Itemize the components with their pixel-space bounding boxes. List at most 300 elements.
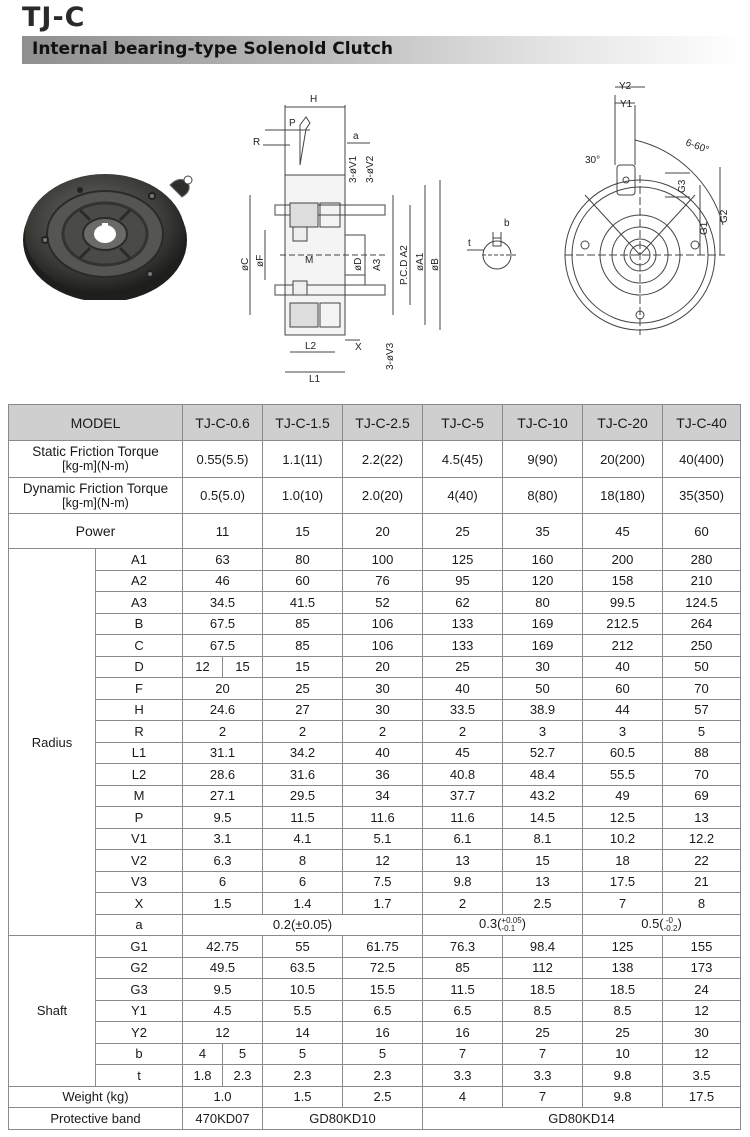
table-cell: 1.0 xyxy=(183,1086,263,1108)
table-cell: 12.2 xyxy=(663,828,741,850)
table-cell: 35 xyxy=(503,514,583,549)
table-cell: 30 xyxy=(343,678,423,700)
svg-text:P.C.D A2: P.C.D A2 xyxy=(399,245,410,285)
table-cell: 25 xyxy=(423,514,503,549)
table-cell: 6 xyxy=(183,871,263,893)
table-cell: 2 xyxy=(263,721,343,743)
table-cell: 12 xyxy=(343,850,423,872)
param-label: F xyxy=(96,678,183,700)
table-cell: 40 xyxy=(343,742,423,764)
svg-text:øA1: øA1 xyxy=(415,252,426,271)
table-cell: 7 xyxy=(503,1043,583,1065)
split-value: 1.8 xyxy=(193,1067,212,1083)
table-cell: 30 xyxy=(503,656,583,678)
table-cell: 169 xyxy=(503,635,583,657)
table-cell: 30 xyxy=(343,699,423,721)
table-cell: 67.5 xyxy=(183,635,263,657)
table-cell: 6.5 xyxy=(423,1000,503,1022)
table-cell: 160 xyxy=(503,549,583,571)
banner-subtitle: Internal bearing-type Solenold Clutch xyxy=(32,39,394,59)
table-row xyxy=(9,871,741,893)
tolerance: -0 -0.2 xyxy=(663,916,678,934)
static-label-line2: [kg-m](N-m) xyxy=(62,459,129,473)
svg-text:H: H xyxy=(310,94,318,105)
table-row xyxy=(9,850,741,872)
svg-text:G2: G2 xyxy=(719,209,730,223)
svg-text:A3: A3 xyxy=(372,258,383,271)
table-cell: 125 xyxy=(583,936,663,958)
svg-text:G3: G3 xyxy=(677,179,688,193)
table-cell: 18.5 xyxy=(503,979,583,1001)
table-cell: 8(80) xyxy=(503,478,583,514)
static-torque-label xyxy=(9,441,183,478)
svg-text:L2: L2 xyxy=(305,341,317,352)
split-value: 15 xyxy=(222,657,262,678)
table-cell: 120 xyxy=(503,570,583,592)
table-cell: 280 xyxy=(663,549,741,571)
table-cell: 210 xyxy=(663,570,741,592)
table-row xyxy=(9,936,741,958)
table-cell: 8.5 xyxy=(503,1000,583,1022)
table-cell: 6.1 xyxy=(423,828,503,850)
param-label: G2 xyxy=(96,957,183,979)
table-cell: 3.3 xyxy=(423,1065,503,1087)
table-cell: 14.5 xyxy=(503,807,583,829)
table-cell: 31.1 xyxy=(183,742,263,764)
table-row xyxy=(9,613,741,635)
table-cell: 17.5 xyxy=(663,1086,741,1108)
table-row xyxy=(9,785,741,807)
table-cell: 1.7 xyxy=(343,893,423,915)
table-cell: 4(40) xyxy=(423,478,503,514)
table-cell: 36 xyxy=(343,764,423,786)
spec-table xyxy=(8,404,741,1130)
table-cell: 62 xyxy=(423,592,503,614)
table-cell: 60 xyxy=(263,570,343,592)
table-cell: 11.5 xyxy=(263,807,343,829)
table-cell: 69 xyxy=(663,785,741,807)
table-cell: 11.6 xyxy=(343,807,423,829)
table-cell: 25 xyxy=(503,1022,583,1044)
table-cell: 85 xyxy=(263,613,343,635)
table-cell: 11.5 xyxy=(423,979,503,1001)
tolerance: +0.05 -0.1 xyxy=(501,916,522,934)
table-cell: 27 xyxy=(263,699,343,721)
table-row xyxy=(9,678,741,700)
band-label: Protective band xyxy=(9,1108,183,1130)
table-row xyxy=(9,742,741,764)
table-cell: 4.5(45) xyxy=(423,441,503,478)
table-cell: 2 xyxy=(423,721,503,743)
table-cell: 38.9 xyxy=(503,699,583,721)
svg-text:øB: øB xyxy=(430,258,441,271)
title-banner xyxy=(22,36,744,64)
table-cell: 9(90) xyxy=(503,441,583,478)
table-cell: 27.1 xyxy=(183,785,263,807)
table-row xyxy=(9,828,741,850)
table-cell: 15 xyxy=(263,514,343,549)
table-cell: 173 xyxy=(663,957,741,979)
table-cell: 85 xyxy=(263,635,343,657)
table-cell: 106 xyxy=(343,635,423,657)
table-cell: 52.7 xyxy=(503,742,583,764)
table-cell: 212 xyxy=(583,635,663,657)
table-row xyxy=(9,549,741,571)
table-cell: 7 xyxy=(423,1043,503,1065)
table-cell: 50 xyxy=(503,678,583,700)
band-value: GD80KD14 xyxy=(423,1108,741,1130)
dynamic-torque-row xyxy=(9,478,741,514)
param-label: H xyxy=(96,699,183,721)
table-cell: 7 xyxy=(503,1086,583,1108)
table-cell: 42.75 xyxy=(183,936,263,958)
table-cell: 11.6 xyxy=(423,807,503,829)
table-cell: 7.5 xyxy=(343,871,423,893)
table-cell: 10.2 xyxy=(583,828,663,850)
model-header-cell: TJ-C-40 xyxy=(663,405,741,441)
table-cell: 138 xyxy=(583,957,663,979)
table-cell: 15 xyxy=(503,850,583,872)
table-cell: 29.5 xyxy=(263,785,343,807)
table-cell: 44 xyxy=(583,699,663,721)
svg-text:øD: øD xyxy=(353,257,364,271)
model-header-cell: TJ-C-5 xyxy=(423,405,503,441)
svg-text:M: M xyxy=(305,255,314,266)
table-cell: 63.5 xyxy=(263,957,343,979)
table-cell xyxy=(183,656,263,678)
dynamic-torque-label xyxy=(9,478,183,514)
table-cell: 70 xyxy=(663,764,741,786)
param-label: L1 xyxy=(96,742,183,764)
table-cell: 45 xyxy=(423,742,503,764)
table-cell: 14 xyxy=(263,1022,343,1044)
table-cell: 16 xyxy=(423,1022,503,1044)
table-cell: 1.5 xyxy=(263,1086,343,1108)
param-label: V1 xyxy=(96,828,183,850)
table-cell: 11 xyxy=(183,514,263,549)
table-cell: 98.4 xyxy=(503,936,583,958)
table-cell: 52 xyxy=(343,592,423,614)
svg-text:6-60°: 6-60° xyxy=(683,137,711,157)
table-cell: 8 xyxy=(663,893,741,915)
table-cell: 80 xyxy=(503,592,583,614)
table-row xyxy=(9,807,741,829)
table-row xyxy=(9,979,741,1001)
a-row xyxy=(9,914,741,936)
table-cell: 34 xyxy=(343,785,423,807)
table-cell: 61.75 xyxy=(343,936,423,958)
table-cell: 20 xyxy=(343,514,423,549)
side-section-drawing xyxy=(235,85,450,385)
table-cell: 80 xyxy=(263,549,343,571)
table-row xyxy=(9,721,741,743)
table-cell: 25 xyxy=(263,678,343,700)
band-value: 470KD07 xyxy=(183,1108,263,1130)
table-cell: 22 xyxy=(663,850,741,872)
svg-text:3-øV3: 3-øV3 xyxy=(385,342,396,370)
table-cell: 112 xyxy=(503,957,583,979)
param-label: Y1 xyxy=(96,1000,183,1022)
svg-text:X: X xyxy=(355,342,362,353)
svg-text:L1: L1 xyxy=(309,374,321,385)
table-cell: 2.3 xyxy=(343,1065,423,1087)
weight-label: Weight (kg) xyxy=(9,1086,183,1108)
table-cell: 72.5 xyxy=(343,957,423,979)
table-cell: 41.5 xyxy=(263,592,343,614)
table-cell: 15 xyxy=(263,656,343,678)
table-cell: 24 xyxy=(663,979,741,1001)
dynamic-label-line1: Dynamic Friction Torque xyxy=(22,480,169,496)
table-cell: 9.8 xyxy=(583,1086,663,1108)
shaft-group-label: Shaft xyxy=(9,936,96,1087)
table-cell: 76.3 xyxy=(423,936,503,958)
table-cell: 169 xyxy=(503,613,583,635)
table-row xyxy=(9,764,741,786)
table-row xyxy=(9,699,741,721)
table-cell: 40.8 xyxy=(423,764,503,786)
model-header-cell: TJ-C-0.6 xyxy=(183,405,263,441)
a-value-1: 0.2(±0.05) xyxy=(183,914,423,936)
table-cell: 50 xyxy=(663,656,741,678)
radius-group-label: Radius xyxy=(9,549,96,936)
param-label: A3 xyxy=(96,592,183,614)
svg-text:b: b xyxy=(504,218,510,229)
table-row xyxy=(9,592,741,614)
table-cell: 5.1 xyxy=(343,828,423,850)
table-cell: 18.5 xyxy=(583,979,663,1001)
param-label: V3 xyxy=(96,871,183,893)
table-cell: 6.5 xyxy=(343,1000,423,1022)
svg-text:30°: 30° xyxy=(585,155,601,166)
table-cell: 70 xyxy=(663,678,741,700)
table-cell: 55.5 xyxy=(583,764,663,786)
table-row xyxy=(9,635,741,657)
table-cell: 12 xyxy=(663,1000,741,1022)
table-cell: 21 xyxy=(663,871,741,893)
table-cell: 31.6 xyxy=(263,764,343,786)
split-value: 12 xyxy=(195,659,210,675)
table-cell: 60 xyxy=(583,678,663,700)
table-cell: 124.5 xyxy=(663,592,741,614)
table-cell: 3.1 xyxy=(183,828,263,850)
param-label: D xyxy=(96,656,183,678)
split-cell xyxy=(183,657,262,678)
key-drawing xyxy=(462,210,532,280)
table-cell: 4.1 xyxy=(263,828,343,850)
table-cell: 2 xyxy=(423,893,503,915)
table-row xyxy=(9,1043,741,1065)
table-cell: 9.5 xyxy=(183,979,263,1001)
table-cell: 200 xyxy=(583,549,663,571)
table-cell: 106 xyxy=(343,613,423,635)
table-cell: 95 xyxy=(423,570,503,592)
table-row xyxy=(9,1022,741,1044)
param-label: A1 xyxy=(96,549,183,571)
table-cell: 0.55(5.5) xyxy=(183,441,263,478)
param-label: a xyxy=(96,914,183,936)
param-label: Y2 xyxy=(96,1022,183,1044)
param-label: C xyxy=(96,635,183,657)
svg-text:t: t xyxy=(468,238,471,249)
model-header-cell: TJ-C-2.5 xyxy=(343,405,423,441)
power-row xyxy=(9,514,741,549)
table-cell: 15.5 xyxy=(343,979,423,1001)
table-row xyxy=(9,656,741,678)
table-cell: 100 xyxy=(343,549,423,571)
static-label-line1: Static Friction Torque xyxy=(32,444,159,459)
a-value-2: 0.3(+0.05 -0.1 ) xyxy=(423,914,583,936)
table-cell: 88 xyxy=(663,742,741,764)
table-cell: 13 xyxy=(663,807,741,829)
param-label: t xyxy=(96,1065,183,1087)
table-cell: 5.5 xyxy=(263,1000,343,1022)
table-cell: 18 xyxy=(583,850,663,872)
param-label: R xyxy=(96,721,183,743)
table-row xyxy=(9,893,741,915)
table-cell: 8 xyxy=(263,850,343,872)
model-header-cell: TJ-C-10 xyxy=(503,405,583,441)
param-label: B xyxy=(96,613,183,635)
table-cell: 40(400) xyxy=(663,441,741,478)
table-cell: 4 xyxy=(423,1086,503,1108)
table-cell: 133 xyxy=(423,635,503,657)
table-cell: 0.5(5.0) xyxy=(183,478,263,514)
table-cell: 49.5 xyxy=(183,957,263,979)
table-cell: 63 xyxy=(183,549,263,571)
table-cell: 12 xyxy=(663,1043,741,1065)
svg-text:a: a xyxy=(353,131,359,142)
model-header-cell: TJ-C-1.5 xyxy=(263,405,343,441)
table-cell: 1.1(11) xyxy=(263,441,343,478)
table-cell: 3 xyxy=(583,721,663,743)
table-cell: 99.5 xyxy=(583,592,663,614)
table-cell: 2.5 xyxy=(503,893,583,915)
svg-text:øC: øC xyxy=(240,257,251,271)
table-cell: 30 xyxy=(663,1022,741,1044)
table-cell: 3 xyxy=(503,721,583,743)
table-cell: 55 xyxy=(263,936,343,958)
table-cell: 1.4 xyxy=(263,893,343,915)
table-cell: 125 xyxy=(423,549,503,571)
protective-band-row xyxy=(9,1108,741,1130)
page-title: TJ-C xyxy=(22,2,86,33)
param-label: M xyxy=(96,785,183,807)
svg-text:Y2: Y2 xyxy=(619,81,632,92)
table-cell: 158 xyxy=(583,570,663,592)
split-value: 5 xyxy=(222,1044,262,1065)
table-cell: 25 xyxy=(423,656,503,678)
table-cell: 2 xyxy=(183,721,263,743)
table-cell: 7 xyxy=(583,893,663,915)
param-label: G3 xyxy=(96,979,183,1001)
table-cell: 13 xyxy=(503,871,583,893)
table-cell: 155 xyxy=(663,936,741,958)
table-cell: 3.3 xyxy=(503,1065,583,1087)
svg-text:R: R xyxy=(253,137,261,148)
table-cell: 1.0(10) xyxy=(263,478,343,514)
table-cell: 60 xyxy=(663,514,741,549)
table-cell: 67.5 xyxy=(183,613,263,635)
front-view-drawing xyxy=(545,75,745,345)
table-cell: 76 xyxy=(343,570,423,592)
table-cell: 1.5 xyxy=(183,893,263,915)
table-cell: 25 xyxy=(583,1022,663,1044)
table-cell: 10.5 xyxy=(263,979,343,1001)
table-cell: 9.8 xyxy=(423,871,503,893)
table-cell: 46 xyxy=(183,570,263,592)
table-cell: 20(200) xyxy=(583,441,663,478)
table-cell: 60.5 xyxy=(583,742,663,764)
model-header-cell: TJ-C-20 xyxy=(583,405,663,441)
split-cell xyxy=(183,1044,262,1065)
table-cell: 16 xyxy=(343,1022,423,1044)
svg-text:G1: G1 xyxy=(699,221,710,235)
table-row xyxy=(9,1065,741,1087)
param-label: V2 xyxy=(96,850,183,872)
table-cell: 6.3 xyxy=(183,850,263,872)
param-label: X xyxy=(96,893,183,915)
table-cell: 34.5 xyxy=(183,592,263,614)
table-cell: 24.6 xyxy=(183,699,263,721)
clutch-photo xyxy=(20,150,200,300)
param-label: A2 xyxy=(96,570,183,592)
table-cell: 6 xyxy=(263,871,343,893)
table-cell: 37.7 xyxy=(423,785,503,807)
table-cell: 5 xyxy=(263,1043,343,1065)
table-cell: 12 xyxy=(183,1022,263,1044)
table-cell: 49 xyxy=(583,785,663,807)
static-torque-row xyxy=(9,441,741,478)
table-cell: 5 xyxy=(663,721,741,743)
split-cell xyxy=(183,1065,262,1086)
table-cell: 8.5 xyxy=(583,1000,663,1022)
table-cell: 250 xyxy=(663,635,741,657)
param-label: L2 xyxy=(96,764,183,786)
table-cell: 48.4 xyxy=(503,764,583,786)
table-row xyxy=(9,570,741,592)
table-cell: 20 xyxy=(183,678,263,700)
table-cell: 34.2 xyxy=(263,742,343,764)
header-row xyxy=(9,405,741,441)
table-cell: 4.5 xyxy=(183,1000,263,1022)
svg-text:P: P xyxy=(289,118,296,129)
table-cell: 40 xyxy=(583,656,663,678)
table-cell: 9.5 xyxy=(183,807,263,829)
table-cell: 10 xyxy=(583,1043,663,1065)
table-cell: 12.5 xyxy=(583,807,663,829)
table-cell: 5 xyxy=(343,1043,423,1065)
table-cell: 2.5 xyxy=(343,1086,423,1108)
table-row xyxy=(9,957,741,979)
dynamic-label-line2: [kg-m](N-m) xyxy=(62,495,129,510)
table-cell: 212.5 xyxy=(583,613,663,635)
table-cell: 18(180) xyxy=(583,478,663,514)
split-value: 4 xyxy=(198,1046,207,1062)
table-cell: 264 xyxy=(663,613,741,635)
table-cell: 40 xyxy=(423,678,503,700)
table-cell: 2.2(22) xyxy=(343,441,423,478)
table-row xyxy=(9,1000,741,1022)
param-label: P xyxy=(96,807,183,829)
table-cell: 45 xyxy=(583,514,663,549)
svg-text:3-øV1: 3-øV1 xyxy=(348,155,359,183)
table-cell: 35(350) xyxy=(663,478,741,514)
table-cell: 33.5 xyxy=(423,699,503,721)
split-value: 2.3 xyxy=(222,1065,262,1086)
table-cell: 13 xyxy=(423,850,503,872)
param-label: b xyxy=(96,1043,183,1065)
table-cell: 20 xyxy=(343,656,423,678)
